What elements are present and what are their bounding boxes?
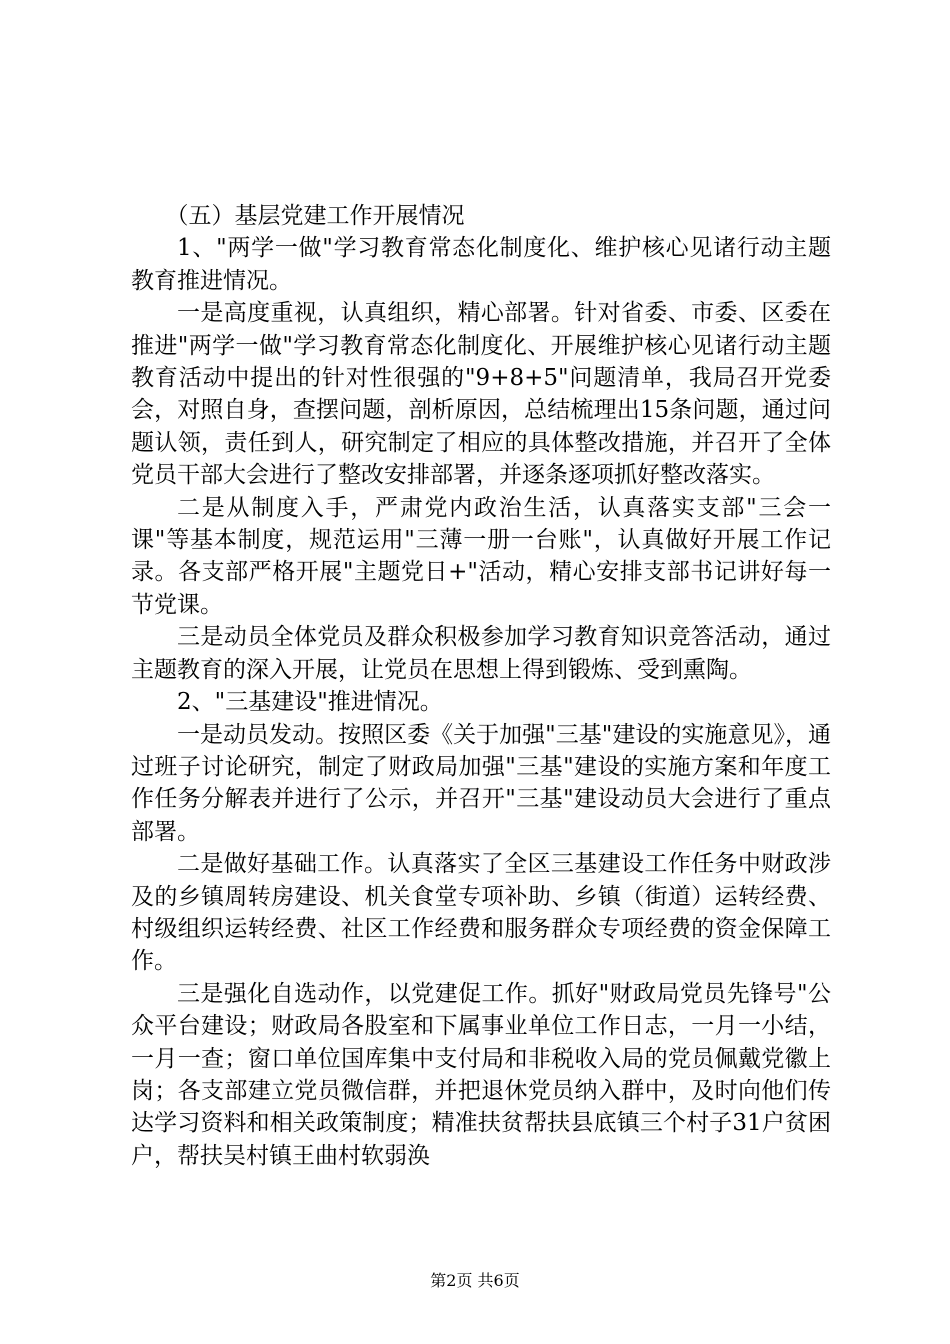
paragraph: 三是动员全体党员及群众积极参加学习教育知识竞答活动，通过主题教育的深入开展，让党员在思想上得到锻炼、受到熏陶。 bbox=[131, 624, 831, 683]
paragraph: 三是强化自选动作，以党建促工作。抓好"财政局党员先锋号"公众平台建设；财政局各股室和下属事业单位工作日志，一月一小结，一月一查；窗口单位国库集中支付局和非税收入局的党员佩戴党徽上岗；各支部建立党员微信群，并把退休党员纳入群中，及时向他们传达学习资料和相关政策制度；精准扶贫帮扶县底镇三个村子31户贫困户，帮扶吴村镇王曲村软弱涣 bbox=[131, 980, 831, 1169]
paragraph: 二是做好基础工作。认真落实了全区三基建设工作任务中财政涉及的乡镇周转房建设、机关食堂专项补助、乡镇（街道）运转经费、村级组织运转经费、社区工作经费和服务群众专项经费的资金保障工作。 bbox=[131, 851, 831, 975]
paragraph: 1、"两学一做"学习教育常态化制度化、维护核心见诸行动主题教育推进情况。 bbox=[131, 235, 831, 294]
page-number-footer: 第2页 共6页 bbox=[430, 1271, 520, 1290]
paragraph: 一是高度重视，认真组织，精心部署。针对省委、市委、区委在推进"两学一做"学习教育常态化制度化、开展维护核心见诸行动主题教育活动中提出的针对性很强的"9+8+5"问题清单，我局召开党委会，对照自身，查摆问题，剖析原因，总结梳理出15条问题，通过问题认领，责任到人，研究制定了相应的具体整改措施，并召开了全体党员干部大会进行了整改安排部署，并逐条逐项抓好整改落实。 bbox=[131, 300, 831, 489]
paragraph: 一是动员发动。按照区委《关于加强"三基"建设的实施意见》，通过班子讨论研究，制定了财政局加强"三基"建设的实施方案和年度工作任务分解表并进行了公示，并召开"三基"建设动员大会进行了重点部署。 bbox=[131, 721, 831, 845]
paragraph: 2、"三基建设"推进情况。 bbox=[177, 689, 443, 716]
document-body bbox=[131, 200, 831, 1172]
paragraph: 二是从制度入手，严肃党内政治生活，认真落实支部"三会一课"等基本制度，规范运用"三薄一册一台账"，认真做好开展工作记录。各支部严格开展"主题党日+"活动，精心安排支部书记讲好每一节党课。 bbox=[131, 494, 831, 618]
section-heading: （五）基层党建工作开展情况 bbox=[165, 203, 465, 229]
